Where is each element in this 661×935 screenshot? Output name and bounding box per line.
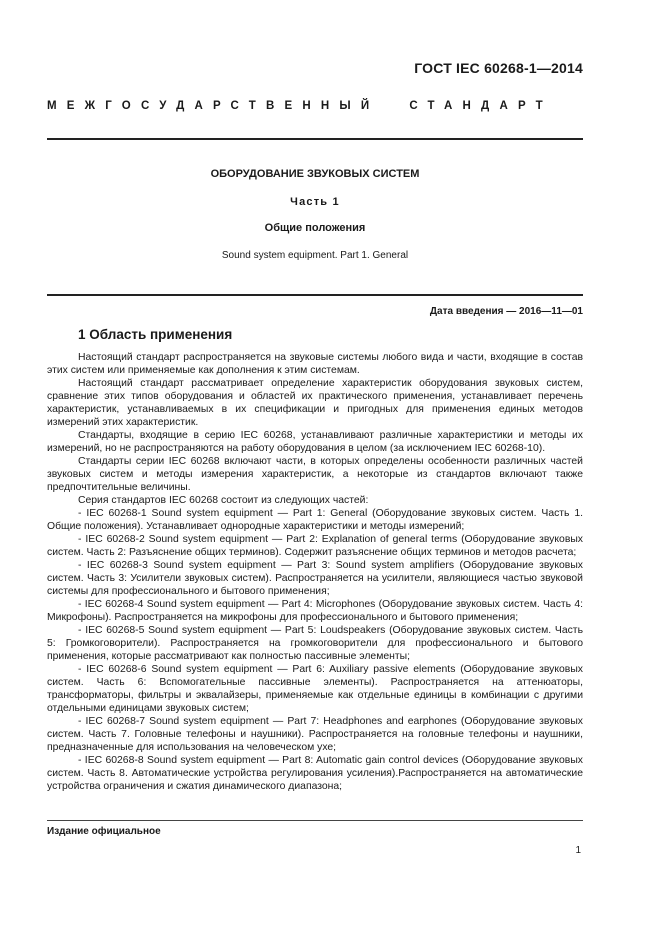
list-item: - IEC 60268-6 Sound system equipment — Part 6: Auxiliary passive elements (Оборудование звуковых систем. Часть 6: Вспомогательные пассивные элементы). Распространяется на аттенюаторы, трансформаторы, фильтры и эквалайзеры, применяемые как отдельные единицы в комбинации с другими отдельными единицами звуковых систем;: [47, 664, 583, 714]
page-number: 1: [575, 845, 581, 856]
paragraph: Стандарты серии IEC 60268 включают части, в которых определены особенности различных частей звуковых систем и методы измерения характеристик, а некоторые из стандартов включают также предпочтительные величины.: [47, 456, 583, 493]
paragraph: Настоящий стандарт распространяется на звуковые системы любого вида и части, входящие в состав этих систем или применяемые как дополнения к этим системам.: [47, 352, 583, 376]
list-item: - IEC 60268-7 Sound system equipment — Part 7: Headphones and earphones (Оборудование звуковых систем. Часть 7. Головные телефоны и наушники). Распространяется на головные телефоны и наушники, предназначенные для использования на человеческом ухе;: [47, 716, 583, 753]
edition-label: Издание официальное: [47, 826, 161, 837]
paragraph: Серия стандартов IEC 60268 состоит из следующих частей:: [78, 495, 369, 506]
list-item: - IEC 60268-2 Sound system equipment — Part 2: Explanation of general terms (Оборудование звуковых систем. Часть 2: Разъяснение общих терминов). Содержит разъяснение общих терминов и методов расчета;: [47, 534, 583, 558]
list-item: - IEC 60268-3 Sound system equipment — Part 3: Sound system amplifiers (Оборудование звуковых систем. Часть 3: Усилители звуковых систем). Распространяется на усилители, являющиеся частью звуковой системы для профессионального и бытового применения;: [47, 560, 583, 597]
document-subtitle: Общие положения: [264, 222, 366, 234]
list-item: - IEC 60268-1 Sound system equipment — Part 1: General (Оборудование звуковых систем. Часть 1. Общие положения). Устанавливает однородные характеристики и методы измерений;: [47, 508, 583, 532]
interstate-label: МЕЖГОСУДАРСТВЕННЫЙ: [47, 100, 380, 112]
document-title: ОБОРУДОВАНИЕ ЗВУКОВЫХ СИСТЕМ: [210, 168, 420, 180]
list-item: - IEC 60268-8 Sound system equipment — Part 8: Automatic gain control devices (Оборудование звуковых систем. Часть 8. Автоматические устройства регулирования усиления).Распространяется на автоматические устройства ограничения и сжатия динамического диапазона;: [47, 755, 583, 792]
paragraph: Стандарты, входящие в серию IEC 60268, устанавливают различные характеристики и методы их измерений, но не распространяются на работу оборудования в целом (за исключением IEC 60268-10).: [47, 430, 583, 454]
standard-label: СТАНДАРТ: [409, 100, 553, 112]
header-divider: [47, 138, 583, 140]
standard-id: ГОСТ IEC 60268-1—2014: [414, 60, 583, 76]
interstate-standard-banner: [47, 100, 553, 112]
title-divider: [47, 294, 583, 296]
footer-divider: [47, 820, 583, 821]
english-title: Sound system equipment. Part 1. General: [221, 250, 409, 261]
list-item: - IEC 60268-4 Sound system equipment — Part 4: Microphones (Оборудование звуковых систем. Часть 4: Микрофоны). Распространяется на микрофоны для профессионального и бытового применения;: [47, 599, 583, 623]
paragraph: Настоящий стандарт рассматривает определение характеристик оборудования звуковых систем, сравнение этих типов оборудования и областей их практического применения, устанавливает перечень характеристик, устанавливаемых в их спецификации и пригодных для применения единых методов измерений этих характеристик.: [47, 378, 583, 428]
list-item: - IEC 60268-5 Sound system equipment — Part 5: Loudspeakers (Оборудование звуковых систем. Часть 5: Громкоговорители). Распространяется на громкоговорители для профессионального и бытового применения, которые рассматривают как полностью пассивные элементы;: [47, 625, 583, 662]
section-heading: 1 Область применения: [78, 327, 233, 342]
section-body: [47, 351, 583, 793]
introduction-date: Дата введения — 2016—11—01: [429, 306, 583, 317]
part-label: Часть 1: [290, 196, 340, 208]
